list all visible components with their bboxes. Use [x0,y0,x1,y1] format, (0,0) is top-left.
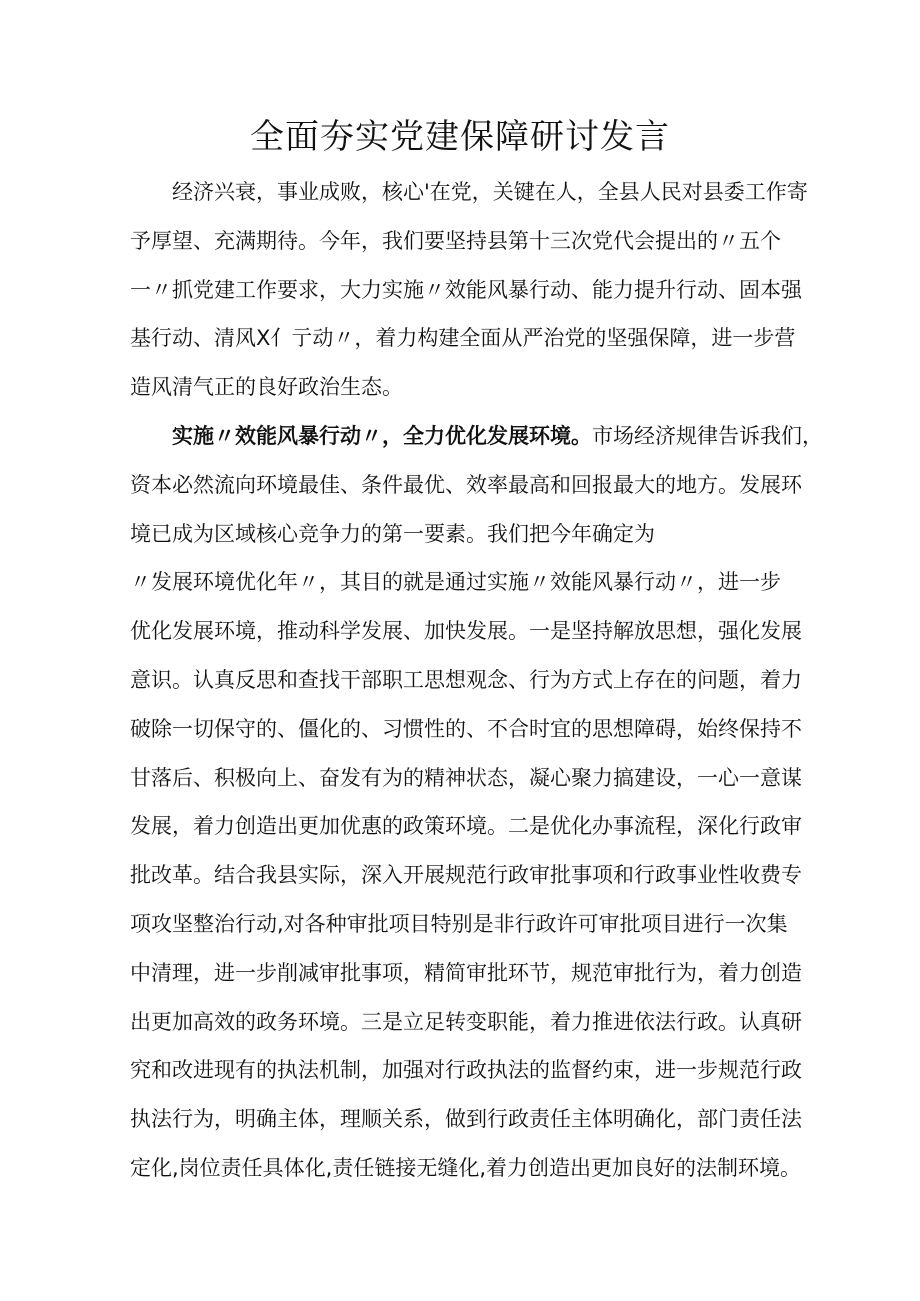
text-line: 破除一切保守的、僵化的、习惯性的、不合时宜的思想障碍，始终保持不 [130,716,802,741]
text-line: 资本必然流向环境最佳、条件最优、效率最高和回报最大的地方。发展环 [130,472,802,497]
text-line: 意识。认真反思和查找干部职工思想观念、行为方式上存在的问题，着力 [130,667,802,692]
text-line: 批改革。结合我县实际，深入开展规范行政审批事项和行政事业性收费专 [130,863,802,888]
text-line: 中清理，进一步削减审批事项，精简审批环节，规范审批行为，着力创造 [130,960,802,985]
text-line: 出更加高效的政务环境。三是立足转变职能，着力推进依法行政。认真研 [130,1009,802,1034]
text-line: 发展，着力创造出更加优惠的政策环境。二是优化办事流程，深化行政审 [130,814,802,839]
text-line: 造风清气正的良好政治生态。 [130,375,403,400]
text-line: 予厚望、充满期待。今年，我们要坚持县第十三次党代会提出的〃五个 [130,228,781,253]
text-line: 优化发展环境，推动科学发展、加快发展。一是坚持解放思想，强化发展 [130,619,802,644]
text-line: 执法行为，明确主体，理顺关系，做到行政责任主体明确化，部门责任法 [130,1107,802,1132]
paragraph-intro [130,178,808,422]
document-body [130,178,823,1203]
text-line: 究和改进现有的执法机制，加强对行政执法的监督约束，进一步规范行政 [130,1058,802,1083]
text-line: 甘落后、积极向上、奋发有为的精神状态，凝心聚力搞建设，一心一意谋 [130,765,802,790]
heading-line-rest: 市场经济规律告诉我们， [592,423,823,448]
text-line: 定化,岗位责任具体化,责任链接无缝化,着力创造出更加良好的法制环境。 [130,1155,802,1180]
text-line [130,422,823,471]
document-title: 全面夯实党建保障研讨发言 [250,117,670,157]
text-line: 项攻坚整治行动,对各种审批项目特别是非行政许可审批项目进行一次集 [130,911,788,936]
text-line: 基行动、清风X亻亍动〃，着力构建全面从严治党的坚强保障，进一步营 [130,326,796,351]
text-line: 一〃抓党建工作要求，大力实施〃效能风暴行动、能力提升行动、固本强 [130,277,802,302]
paragraph-efficiency-action [130,422,823,1203]
text-line: 境已成为区域核心竞争力的第一要素。我们把今年确定为 [130,521,655,546]
text-line: 〃发展环境优化年〃，其目的就是通过实施〃效能风暴行动〃，进一步 [130,570,781,595]
section-heading: 实施〃效能风暴行动〃，全力优化发展环境。 [172,423,592,448]
text-line: 经济兴衰，事业成败，核心'在党，关键在人，全县人民对县委工作寄 [172,180,808,204]
